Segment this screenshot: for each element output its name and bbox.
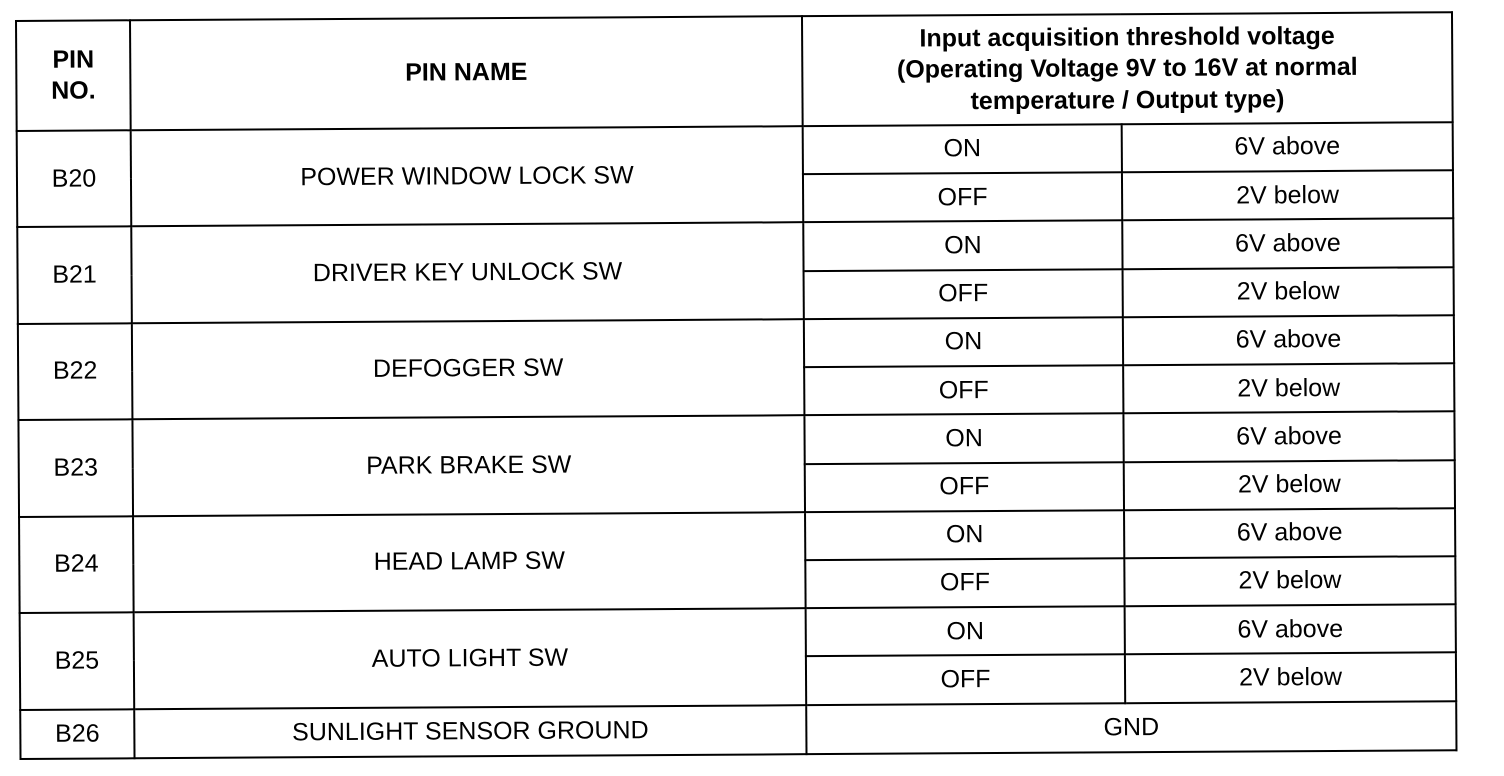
table-row	[20, 604, 1456, 661]
off-threshold: 2V below	[1123, 363, 1454, 413]
off-threshold: 2V below	[1124, 460, 1455, 510]
header-threshold-line1: Input acquisition threshold voltage	[919, 22, 1335, 53]
header-pin-no-line2: NO.	[51, 76, 96, 105]
header-threshold-line2: (Operating Voltage 9V to 16V at normal	[896, 53, 1358, 84]
header-pin-no	[16, 20, 131, 131]
header-threshold-line3: temperature / Output type)	[970, 84, 1285, 115]
on-threshold: 6V above	[1125, 604, 1456, 654]
pin-number: B22	[18, 323, 133, 420]
off-threshold: 2V below	[1125, 653, 1456, 703]
off-state: OFF	[804, 365, 1123, 415]
off-threshold: 2V below	[1122, 170, 1453, 220]
pin-number: B23	[18, 420, 133, 517]
table-row	[20, 701, 1456, 759]
off-state: OFF	[805, 462, 1124, 512]
off-state: OFF	[806, 655, 1125, 705]
pin-name: DEFOGGER SW	[132, 319, 805, 420]
on-threshold: 6V above	[1122, 219, 1453, 269]
pin-name: AUTO LIGHT SW	[134, 608, 807, 709]
off-state: OFF	[803, 172, 1122, 222]
pin-number: B20	[17, 130, 132, 227]
on-state: ON	[804, 414, 1123, 464]
table-row	[18, 412, 1454, 469]
header-pin-no-line1: PIN	[52, 45, 95, 74]
table-row	[17, 219, 1453, 276]
pin-name: PARK BRAKE SW	[132, 415, 805, 516]
on-threshold: 6V above	[1124, 508, 1455, 558]
on-threshold: 6V above	[1123, 412, 1454, 462]
off-threshold: 2V below	[1124, 556, 1455, 606]
table-row	[18, 315, 1454, 372]
off-state: OFF	[804, 269, 1123, 319]
header-pin-name: PIN NAME	[130, 16, 803, 130]
pin-number: B24	[19, 516, 134, 613]
pin-name: DRIVER KEY UNLOCK SW	[131, 223, 804, 324]
off-state: OFF	[805, 558, 1124, 608]
on-state: ON	[803, 124, 1122, 174]
table-row	[17, 122, 1453, 179]
pin-number: B26	[20, 709, 134, 759]
header-threshold	[802, 12, 1453, 126]
on-state: ON	[805, 510, 1124, 560]
pin-threshold-table	[15, 11, 1457, 760]
header-row	[16, 12, 1453, 131]
on-threshold: 6V above	[1122, 122, 1453, 172]
on-state: ON	[803, 221, 1122, 271]
ground-value: GND	[806, 701, 1456, 754]
on-state: ON	[806, 606, 1125, 656]
pin-name: POWER WINDOW LOCK SW	[131, 126, 804, 227]
pin-name: HEAD LAMP SW	[133, 512, 806, 613]
pin-number: B25	[20, 612, 135, 709]
table-row	[19, 508, 1455, 565]
on-threshold: 6V above	[1123, 315, 1454, 365]
off-threshold: 2V below	[1123, 267, 1454, 317]
pin-name: SUNLIGHT SENSOR GROUND	[134, 705, 806, 758]
on-state: ON	[804, 317, 1123, 367]
pin-number: B21	[17, 227, 132, 324]
